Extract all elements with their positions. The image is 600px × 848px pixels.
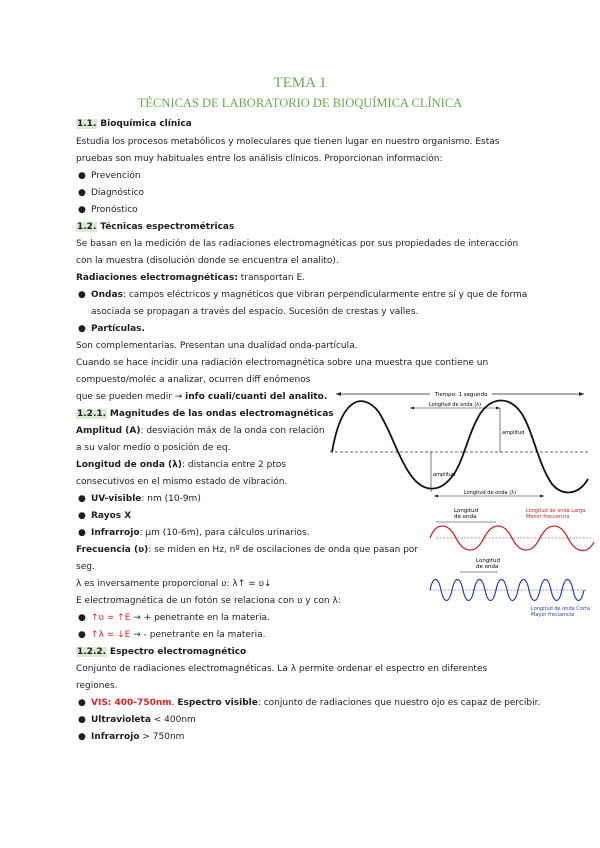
wavelength-top-label: Longitud de onda (λ)	[428, 402, 482, 408]
bullet-icon: ●	[78, 324, 86, 334]
paragraph: regiones.	[76, 681, 118, 691]
paragraph: a su valor medio o posición de eq.	[76, 443, 231, 453]
list-item: Pronóstico	[91, 205, 138, 215]
section-1-2-heading	[76, 221, 234, 233]
bullet-icon: ●	[78, 630, 86, 640]
blue-wave-note: Longitud de onda Corta	[531, 606, 590, 612]
red-wave-label: Longitud	[454, 508, 478, 514]
term: Radiaciones electromagnéticas:	[76, 273, 238, 283]
wavelength-bottom-label: Longitud de onda (λ)	[463, 490, 517, 496]
blue-wave-note-2: Mayor frecuencia	[531, 612, 575, 618]
list-item: VIS: 400-750nm. Espectro visible: conjunto de radiaciones que nuestro ojo es capaz de percibir.	[91, 698, 541, 708]
list-item: UV-visible: nm (10-9m)	[91, 494, 201, 504]
list-item-continuation: asociada se propagan a través del espacio. Sucesión de crestas y valles.	[91, 307, 419, 317]
section-1-1-heading	[76, 118, 192, 130]
bullet-icon: ●	[78, 290, 86, 300]
paragraph: con la muestra (disolución donde se encuentra el analito).	[76, 256, 339, 266]
time-label: Tiempo: 1 segundo	[434, 392, 488, 398]
bullet-icon: ●	[78, 205, 86, 215]
paragraph: compuesto/moléc a analizar, ocurren diff enómenos	[76, 375, 311, 385]
paragraph: Frecuencia (ʋ): se miden en Hz, nº de oscilaciones de onda que pasan por	[76, 545, 419, 555]
list-item: Partículas.	[91, 324, 145, 334]
paragraph: pruebas son muy habituales entre los análisis clínicos. Proporcionan información:	[76, 154, 443, 164]
list-item: Infrarrojo > 750nm	[91, 732, 185, 742]
section-number: 1.2.1.	[77, 409, 107, 419]
red-wave-label-2: de onda	[454, 514, 477, 520]
term: Ondas	[91, 290, 123, 300]
section-title: Técnicas espectrométricas	[100, 222, 235, 232]
paragraph: que se pueden medir → info cuali/cuanti del analito.	[76, 392, 328, 402]
page-title: TEMA 1	[273, 75, 327, 91]
term: Longitud de onda (λ)	[76, 460, 182, 470]
bullet-icon: ●	[78, 732, 86, 742]
sine-wave	[332, 401, 588, 493]
section-number: 1.2.	[77, 222, 97, 232]
paragraph: Estudia los procesos metabólicos y moleculares que tienen lugar en nuestro organismo. Estas	[76, 137, 500, 147]
amplitude-left-label: amplitud	[433, 472, 456, 478]
section-title: Bioquímica clínica	[100, 119, 192, 129]
list-item: Diagnóstico	[91, 188, 145, 198]
paragraph: Son complementarias. Presentan una dualidad onda-partícula.	[76, 341, 358, 351]
paragraph: consecutivos en el mismo estado de vibración.	[76, 477, 288, 487]
bullet-icon: ●	[78, 528, 86, 538]
blue-wave-label-2: de onda	[476, 564, 499, 570]
list-item: Ondas: campos eléctricos y magnéticos que vibran perpendicularmente entre sí y que de forma	[91, 290, 528, 300]
section-title: Espectro electromagnético	[109, 647, 247, 657]
paragraph: Se basan en la medición de las radiaciones electromagnéticas por sus propiedades de interacción	[76, 239, 519, 249]
bullet-icon: ●	[78, 511, 86, 521]
section-title: Magnitudes de las ondas electromagnéticas	[109, 409, 334, 419]
bullet-icon: ●	[78, 494, 86, 504]
wavelength-comparison-diagram	[426, 506, 596, 621]
paragraph: Longitud de onda (λ): distancia entre 2 ptos	[76, 460, 287, 470]
list-item: Infrarrojo: µm (10-6m), para cálculos urinarios.	[91, 528, 310, 538]
section-number: 1.1.	[77, 119, 97, 129]
bullet-icon: ●	[78, 171, 86, 181]
paragraph: λ es inversamente proporcional ʋ: λ↑ = ʋ↓	[76, 579, 272, 589]
section-number: 1.2.2.	[77, 647, 107, 657]
list-item: Rayos X	[91, 511, 132, 521]
wave-diagram	[330, 384, 590, 504]
bullet-icon: ●	[78, 715, 86, 725]
term: Amplitud (A)	[76, 426, 141, 436]
section-1-2-1-heading	[76, 408, 334, 420]
paragraph: Amplitud (A): desviación máx de la onda con relación	[76, 426, 325, 436]
red-wave-note: Longitud de onda Larga	[526, 508, 586, 514]
list-item: ↑ʋ = ↑E → + penetrante en la materia.	[91, 613, 270, 623]
blue-wave-label: Longitud	[476, 558, 500, 564]
paragraph: seg.	[76, 562, 95, 572]
section-1-2-2-heading	[76, 646, 246, 658]
term: Frecuencia (ʋ)	[76, 545, 149, 555]
amplitude-right-label: amplitud	[502, 430, 525, 436]
list-item: ↑λ = ↓E → - penetrante en la materia.	[91, 630, 266, 640]
red-wave-note-2: Menor frecuencia	[526, 514, 570, 520]
paragraph: Radiaciones electromagnéticas: transportan E.	[76, 273, 305, 283]
paragraph: E electromagnética de un fotón se relaciona con ʋ y con λ:	[76, 596, 341, 606]
list-item: Prevención	[91, 171, 141, 181]
bullet-icon: ●	[78, 188, 86, 198]
paragraph: Cuando se hace incidir una radiación electromagnética sobre una muestra que contiene un	[76, 358, 489, 368]
bullet-icon: ●	[78, 613, 86, 623]
paragraph: Conjunto de radiaciones electromagnéticas. La λ permite ordenar el espectro en diferentes	[76, 664, 488, 674]
bullet-icon: ●	[78, 698, 86, 708]
list-item: Ultravioleta < 400nm	[91, 715, 196, 725]
page-subtitle: TÉCNICAS DE LABORATORIO DE BIOQUÍMICA CLÍNICA	[137, 96, 463, 110]
